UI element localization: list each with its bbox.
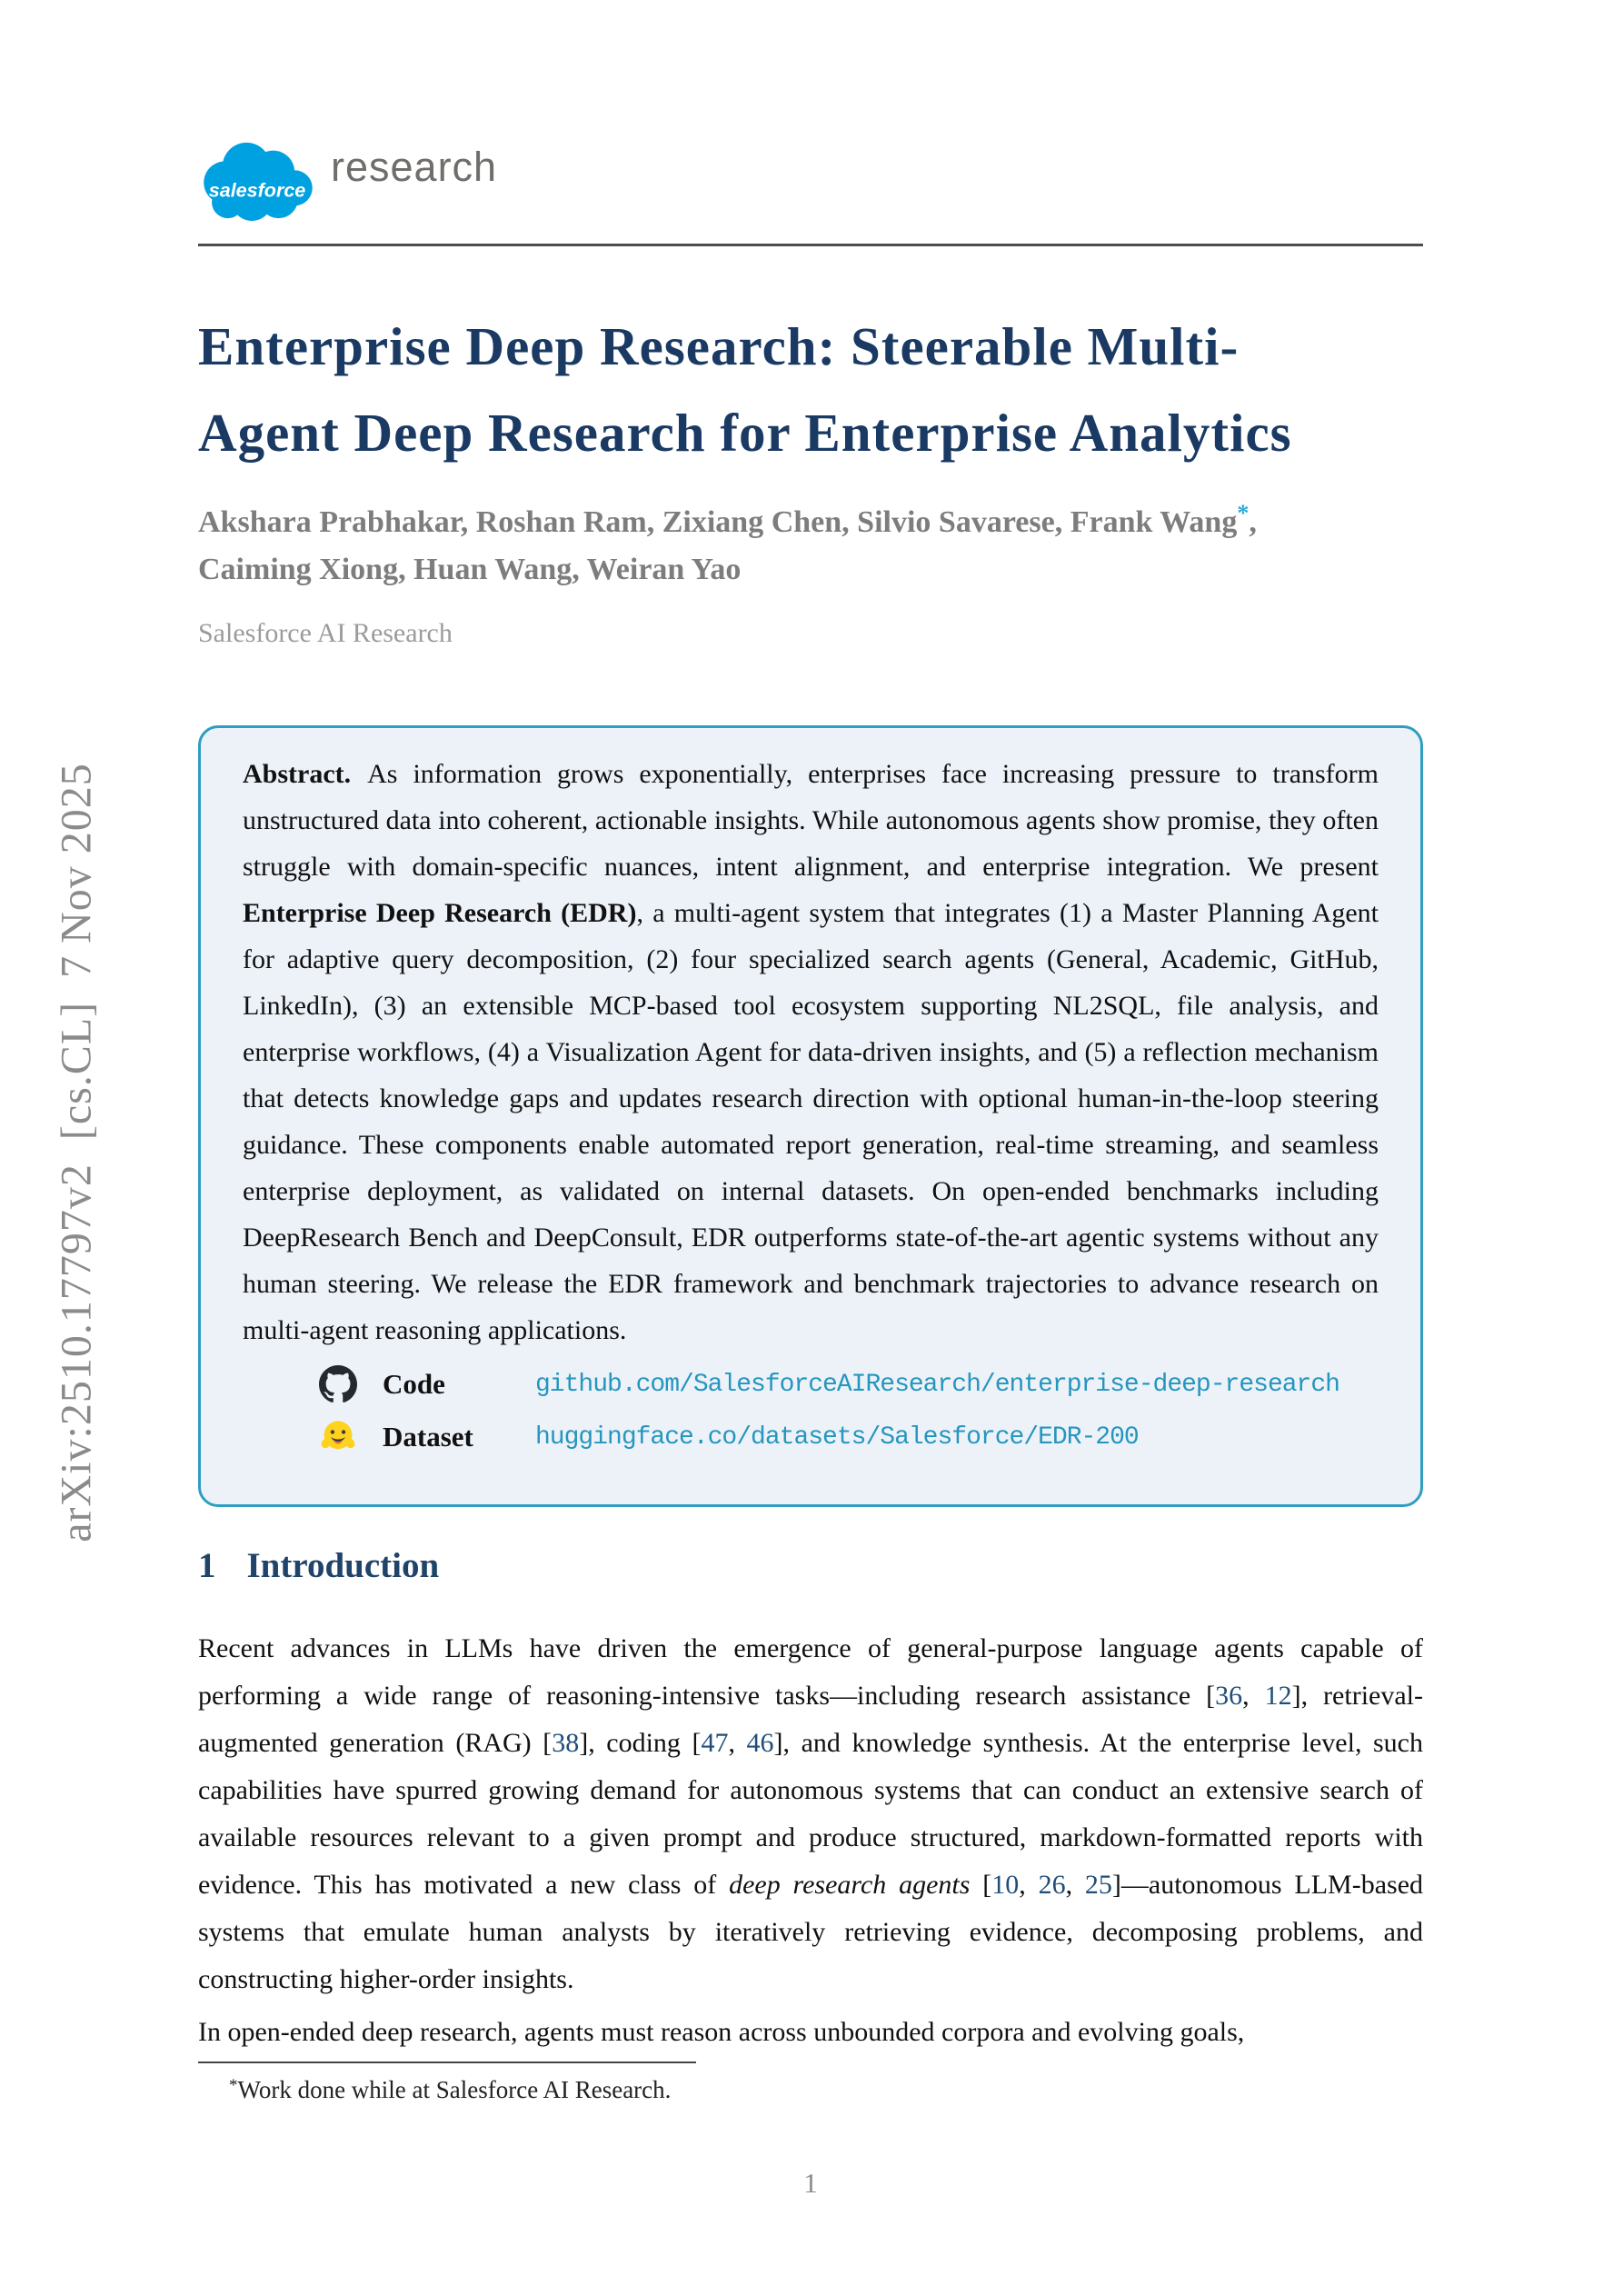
author-list [198, 500, 1434, 593]
resource-links [317, 1363, 1379, 1459]
author-footnote-marker: * [1237, 500, 1250, 526]
citation-link[interactable]: 47 [701, 1728, 729, 1758]
intro-paragraph-2: In open-ended deep research, agents must reason across unbounded corpora and evolving goals, [198, 2017, 1245, 2047]
footnote-divider [198, 2061, 696, 2063]
dataset-link[interactable]: huggingface.co/datasets/Salesforce/EDR-200 [535, 1423, 1139, 1452]
arxiv-watermark: arXiv:2510.17797v2 [cs.CL] 7 Nov 2025 [52, 763, 101, 1542]
code-link[interactable]: github.com/SalesforceAIResearch/enterprise-deep-research [535, 1370, 1339, 1399]
affiliation: Salesforce AI Research [198, 618, 453, 648]
github-icon [317, 1365, 359, 1403]
abstract-text: Abstract. As information grows exponentially, enterprises face increasing pressure to transform unstructured data into coherent, actionable insights. While autonomous agents show promise, they often struggle with domain-specific nuances, intent alignment, and enterprise integration. We present Enterprise Deep Research (EDR), a multi-agent system that integrates (1) a Master Planning Agent for adaptive query decomposition, (2) four specialized search agents (General, Academic, GitHub, LinkedIn), (3) an extensible MCP-based tool ecosystem supporting NL2SQL, file analysis, and enterprise workflows, (4) a Visualization Agent for data-driven insights, and (5) a reflection mechanism that detects knowledge gaps and updates research direction with optional human-in-the-loop steering guidance. These components enable automated report generation, real-time streaming, and seamless enterprise deployment, as validated on internal datasets. On open-ended benchmarks including DeepResearch Bench and DeepConsult, EDR outperforms state-of-the-art agentic systems without any human steering. We release the EDR framework and benchmark trajectories to advance research on multi-agent reasoning applications. [243, 759, 1379, 1345]
footnote [198, 2076, 671, 2104]
huggingface-icon [317, 1417, 359, 1457]
citation-link[interactable]: 26 [1038, 1870, 1066, 1900]
section-heading-introduction [198, 1545, 439, 1586]
page-number: 1 [803, 2167, 818, 2199]
salesforce-cloud-text: salesforce [208, 179, 306, 202]
footnote-text: Work done while at Salesforce AI Research. [237, 2076, 672, 2103]
intro-paragraph-1: Recent advances in LLMs have driven the emergence of general-purpose language agents capable of performing a wide range of reasoning-intensive tasks—including research assistance [36, 12], retrieval-augmented generation (RAG) [38], coding [47, 46], and knowledge synthesis. At the enterprise level, such capabilities have spurred growing demand for autonomous systems that can conduct an extensive search of available resources relevant to a given prompt and produce structured, markdown-formatted reports with evidence. This has motivated a new class of deep research agents [10, 26, 25]—autonomous LLM-based systems that emulate human analysts by iteratively retrieving evidence, decomposing problems, and constructing higher-order insights. [198, 1633, 1424, 1994]
footnote-marker: * [229, 2076, 238, 2095]
paper-title-line1: Enterprise Deep Research: Steerable Multi- [198, 316, 1240, 376]
paper-title-line2: Agent Deep Research for Enterprise Analytics [198, 403, 1292, 463]
citation-link[interactable]: 36 [1215, 1681, 1243, 1711]
abstract-box [198, 725, 1423, 1507]
section-title: Introduction [246, 1546, 440, 1585]
paper-title [198, 304, 1434, 476]
citation-link[interactable]: 46 [746, 1728, 774, 1758]
research-wordmark: research [331, 144, 498, 190]
citation-link[interactable]: 25 [1084, 1870, 1112, 1900]
dataset-label: Dataset [383, 1421, 473, 1452]
header-divider [198, 244, 1423, 246]
citation-link[interactable]: 10 [991, 1870, 1020, 1900]
author-line-2: Caiming Xiong, Huan Wang, Weiran Yao [198, 553, 742, 586]
citation-link[interactable]: 12 [1264, 1681, 1292, 1711]
paper-page [198, 0, 1423, 2296]
author-line-1: Akshara Prabhakar, Roshan Ram, Zixiang Chen, Silvio Savarese, Frank Wang*, [198, 500, 1257, 539]
citation-link[interactable]: 38 [552, 1728, 580, 1758]
salesforce-research-logo [200, 136, 497, 222]
salesforce-cloud-icon [200, 136, 316, 222]
section-number: 1 [198, 1546, 216, 1585]
code-label: Code [383, 1368, 445, 1400]
dataset-resource-row [317, 1415, 1379, 1459]
code-resource-row [317, 1363, 1379, 1406]
